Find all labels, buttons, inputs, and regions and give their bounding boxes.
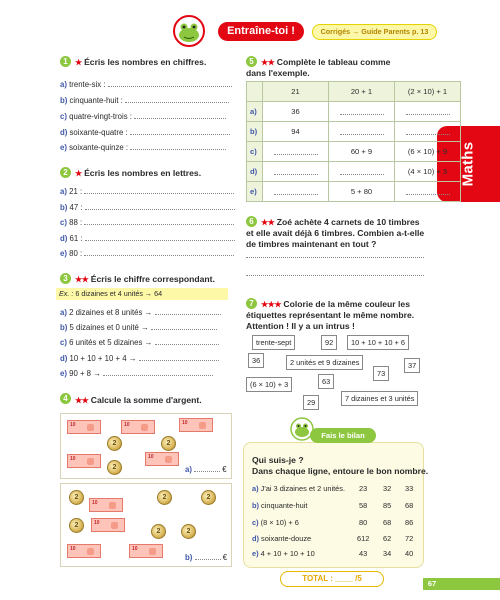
exercise-title-cont: et elle avait déjà 6 timbres. Combien a-t-elle — [246, 228, 425, 238]
blank-cell[interactable] — [395, 102, 461, 122]
number-tag[interactable]: 10 + 10 + 10 + 6 — [347, 335, 409, 350]
choice-option[interactable]: 33 — [405, 484, 414, 493]
list-item: d) 61 : — [60, 233, 235, 243]
choice-option[interactable]: 612 — [357, 534, 370, 543]
choice-option[interactable]: 86 — [405, 518, 414, 527]
exercise-title: ★ Écris les nombres en lettres. — [75, 168, 202, 178]
exercise-number: 4 — [60, 393, 71, 404]
list-item: b) 47 : — [60, 202, 235, 212]
coin-2-icon — [107, 436, 122, 451]
page-title: Entraîne-toi ! — [218, 22, 304, 41]
choice-option[interactable]: 40 — [405, 549, 414, 558]
list-item: e) 90 + 8 → — [60, 368, 213, 378]
table-header: 21 — [263, 82, 329, 102]
banknote-10-icon — [91, 518, 125, 532]
total-score: TOTAL : ____ /5 — [280, 571, 384, 587]
number-tag[interactable]: 37 — [404, 358, 420, 373]
example-box: Ex. : 6 dizaines et 4 unités → 64 — [56, 288, 228, 300]
table-row: b) 94 — [247, 122, 461, 142]
review-label: Fais le bilan — [310, 428, 376, 443]
review-title: Qui suis-je ? — [252, 455, 304, 465]
money-panel-a — [60, 413, 232, 479]
blank-cell[interactable] — [263, 182, 329, 202]
table-row: d) (4 × 10) + 3 — [247, 162, 461, 182]
choice-option[interactable]: 34 — [383, 549, 392, 558]
coin-2-icon — [201, 490, 216, 505]
coin-2-icon — [161, 436, 176, 451]
page-number: 67 — [423, 578, 441, 590]
choice-option[interactable]: 58 — [359, 501, 368, 510]
table-corner — [247, 82, 263, 102]
coin-2-icon — [69, 518, 84, 533]
banknote-10-icon — [129, 544, 163, 558]
review-row-label: d) soixante-douze — [252, 534, 312, 543]
answers-reference: Corrigés → Guide Parents p. 13 — [312, 24, 437, 40]
exercise-title: ★★★ Colorie de la même couleur les — [261, 299, 410, 309]
coin-2-icon — [151, 524, 166, 539]
answer-line: b) € — [185, 553, 228, 562]
choice-option[interactable]: 85 — [383, 501, 392, 510]
exercise-number: 2 — [60, 167, 71, 178]
answer-line[interactable] — [246, 275, 424, 276]
choice-option[interactable]: 68 — [405, 501, 414, 510]
list-item: d) 10 + 10 + 10 + 4 → — [60, 353, 219, 363]
table-header: (2 × 10) + 1 — [395, 82, 461, 102]
frog-mascot-icon — [170, 14, 208, 48]
exercise-title: ★ Écris les nombres en chiffres. — [75, 57, 207, 67]
exercise-number: 6 — [246, 216, 257, 227]
number-table — [246, 81, 461, 202]
exercise-title-cont: de timbres maintenant en tout ? — [246, 239, 377, 249]
choice-option[interactable]: 32 — [383, 484, 392, 493]
blank-cell[interactable] — [329, 122, 395, 142]
table-row: a) 36 — [247, 102, 461, 122]
coin-2-icon — [157, 490, 172, 505]
list-item: c) quatre-vingt-trois : — [60, 111, 226, 121]
review-row-label: e) 4 + 10 + 10 + 10 — [252, 549, 315, 558]
blank-cell[interactable] — [329, 162, 395, 182]
banknote-10-icon — [179, 418, 213, 432]
blank-cell[interactable] — [329, 102, 395, 122]
subject-tab: Maths — [437, 126, 500, 202]
banknote-10-icon — [67, 544, 101, 558]
number-tag[interactable]: 7 dizaines et 3 unités — [341, 391, 418, 406]
answer-line: a) € — [185, 465, 227, 474]
review-row-label: b) cinquante-huit — [252, 501, 308, 510]
table-header: 20 + 1 — [329, 82, 395, 102]
number-tag[interactable]: (6 × 10) + 3 — [246, 377, 292, 392]
list-item: a) 2 dizaines et 8 unités → — [60, 307, 221, 317]
exercise-title-cont: Attention ! Il y a un intrus ! — [246, 321, 355, 331]
list-item: e) soixante-quinze : — [60, 142, 226, 152]
list-item: c) 6 unités et 5 dizaines → — [60, 337, 219, 347]
number-tag[interactable]: 29 — [303, 395, 319, 410]
table-row: e) 5 + 80 — [247, 182, 461, 202]
exercise-number: 3 — [60, 273, 71, 284]
list-item: a) trente-six : — [60, 79, 232, 89]
list-item: a) 21 : — [60, 186, 234, 196]
number-tag[interactable]: 73 — [373, 366, 389, 381]
list-item: d) soixante-quatre : — [60, 127, 230, 137]
number-tag[interactable]: trente-sept — [252, 335, 295, 350]
choice-option[interactable]: 62 — [383, 534, 392, 543]
review-subtitle: Dans chaque ligne, entoure le bon nombre. — [252, 466, 429, 476]
list-item: b) cinquante-huit : — [60, 95, 229, 105]
number-tag[interactable]: 2 unités et 9 dizaines — [286, 355, 363, 370]
exercise-number: 1 — [60, 56, 71, 67]
coin-2-icon — [107, 460, 122, 475]
exercise-title: ★★ Calcule la somme d'argent. — [75, 395, 202, 405]
list-item: b) 5 dizaines et 0 unité → — [60, 322, 217, 332]
choice-option[interactable]: 72 — [405, 534, 414, 543]
number-tag[interactable]: 36 — [248, 353, 264, 368]
blank-cell[interactable] — [263, 142, 329, 162]
number-tag[interactable]: 92 — [321, 335, 337, 350]
exercise-title-cont: dans l'exemple. — [246, 68, 310, 78]
choice-option[interactable]: 68 — [383, 518, 392, 527]
money-panel-b — [60, 483, 232, 567]
banknote-10-icon — [89, 498, 123, 512]
exercise-title: ★★ Complète le tableau comme — [261, 57, 391, 67]
exercise-title: ★★ Écris le chiffre correspondant. — [75, 274, 215, 284]
choice-option[interactable]: 23 — [359, 484, 368, 493]
banknote-10-icon — [145, 452, 179, 466]
exercise-title: ★★ Zoé achète 4 carnets de 10 timbres — [261, 217, 420, 227]
number-tag[interactable]: 63 — [318, 374, 334, 389]
banknote-10-icon — [67, 420, 101, 434]
review-row-label: a) J'ai 3 dizaines et 2 unités. — [252, 484, 346, 493]
banknote-10-icon — [121, 420, 155, 434]
choice-option[interactable]: 80 — [359, 518, 368, 527]
coin-2-icon — [69, 490, 84, 505]
blank-cell[interactable] — [395, 182, 461, 202]
review-row-label: c) (8 × 10) + 6 — [252, 518, 299, 527]
blank-cell[interactable] — [263, 162, 329, 182]
blank-cell[interactable] — [395, 122, 461, 142]
coin-2-icon — [181, 524, 196, 539]
choice-option[interactable]: 43 — [359, 549, 368, 558]
answer-line[interactable] — [246, 257, 424, 258]
exercise-number: 5 — [246, 56, 257, 67]
table-row: c) 60 + 9 (6 × 10) + 9 — [247, 142, 461, 162]
exercise-number: 7 — [246, 298, 257, 309]
list-item: c) 88 : — [60, 217, 234, 227]
exercise-title-cont: étiquettes représentant le même nombre. — [246, 310, 415, 320]
list-item: e) 80 : — [60, 248, 234, 258]
banknote-10-icon — [67, 454, 101, 468]
